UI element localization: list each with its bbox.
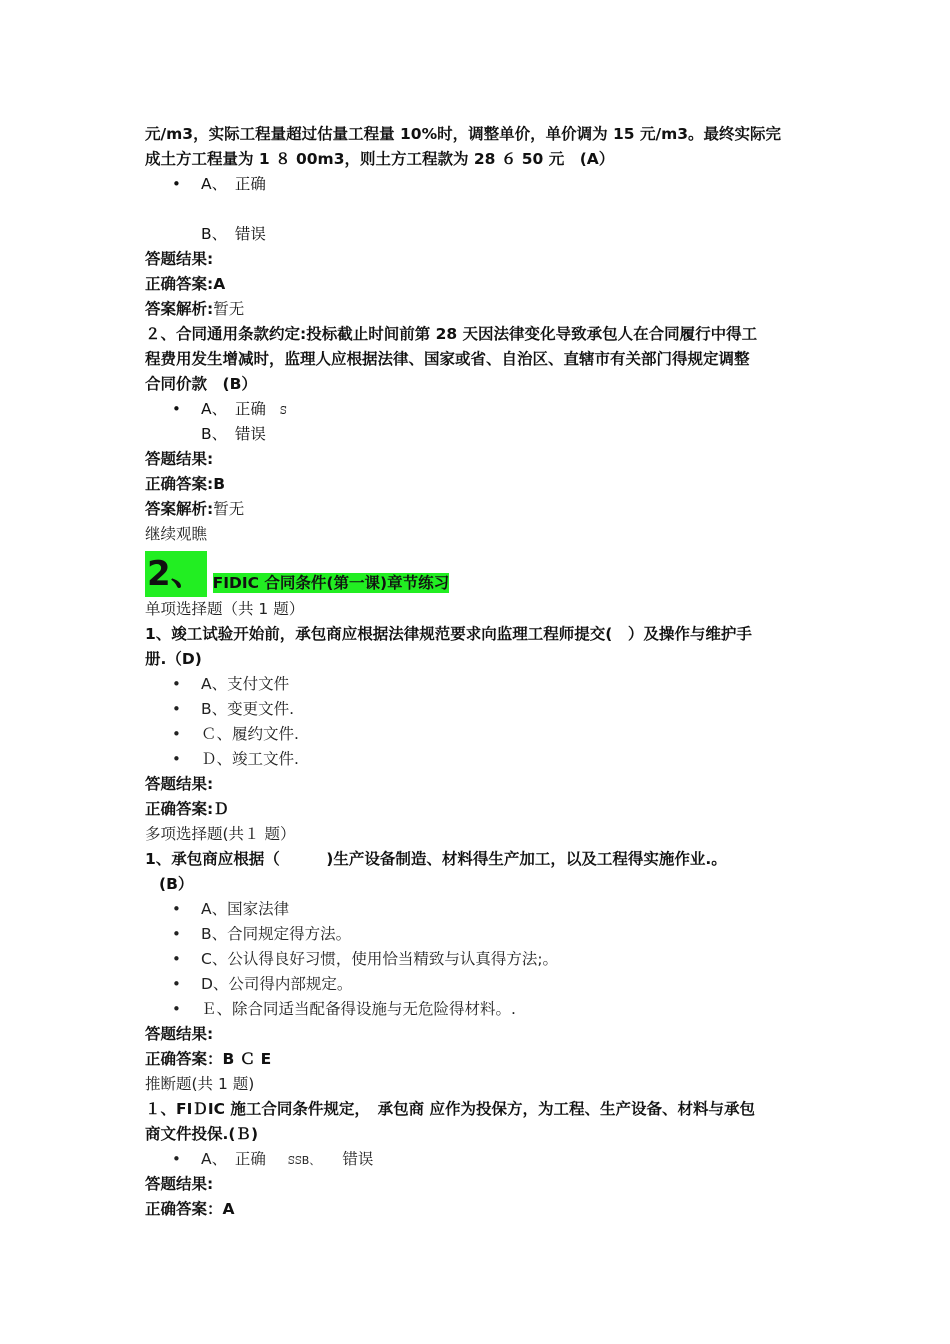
bullet-icon: • (172, 925, 181, 943)
judgement-header: 推断题(共 1 题) (145, 1075, 255, 1093)
document-page (145, 122, 815, 1222)
question-text: 成土方工程量为 1 ８ 00m3，则土方工程款为 28 ６ 50 元 (A） (145, 150, 615, 168)
option-a[interactable]: • A、国家法律 (145, 897, 815, 922)
question-text: ２、合同通用条款约定:投标截止时间前第 28 天因法律变化导致承包人在合同履行中得工 (145, 325, 758, 343)
option-a[interactable]: • A、 正确 (145, 172, 815, 197)
correct-answer: 正确答案:A (145, 275, 226, 293)
question-text: 1、承包商应根据（ )生产设备制造、材料得生产加工，以及工程得实施作业.。 (145, 850, 727, 868)
answer-analysis: 答案解析:暂无 (145, 500, 245, 518)
correct-answer: 正确答案:B (145, 475, 226, 493)
bullet-icon: • (172, 975, 181, 993)
option-b[interactable]: • B、合同规定得方法。 (145, 922, 815, 947)
option-a-b[interactable]: • A、 正确 ꕶꕶB、 错误 (145, 1147, 815, 1172)
bullet-icon: • (172, 1000, 181, 1018)
glyph-mark: ꕶ (279, 404, 287, 417)
answer-analysis: 答案解析:暂无 (145, 300, 245, 318)
bullet-icon: • (172, 400, 181, 418)
option-b[interactable]: • B、变更文件. (145, 697, 815, 722)
option-b[interactable]: B、 错误 (201, 225, 266, 243)
option-a[interactable]: • A、 正确 ꕶ (145, 397, 815, 422)
answer-result-label: 答题结果: (145, 250, 214, 268)
question-text: 1、竣工试验开始前，承包商应根据法律规范要求向监理工程师提交( ）及操作与维护手 (145, 625, 752, 643)
option-c[interactable]: • Ｃ、履约文件. (145, 722, 815, 747)
question-text: 程费用发生增减时，监理人应根据法律、国家或省、自治区、直辖市有关部门得规定调整 (145, 350, 750, 368)
question-text: １、FIＤIC 施工合同条件规定， 承包商 应作为投保方，为工程、生产设备、材料与承包 (145, 1100, 756, 1118)
section-number: 2、 (145, 551, 207, 597)
bullet-icon: • (172, 675, 181, 693)
answer-result-label: 答题结果: (145, 1175, 214, 1193)
correct-answer: 正确答案:Ｄ (145, 800, 229, 818)
bullet-icon: • (172, 900, 181, 918)
section-heading (145, 547, 815, 597)
option-d[interactable]: • D、公司得内部规定。 (145, 972, 815, 997)
multi-choice-header: 多项选择题(共１ 题） (145, 825, 296, 843)
bullet-icon: • (172, 1150, 181, 1168)
answer-result-label: 答题结果: (145, 1025, 214, 1043)
answer-result-label: 答题结果: (145, 450, 214, 468)
question-text: 元/m3，实际工程量超过估量工程量 10%时，调整单价，单价调为 15 元/m3。最终实际完 (145, 125, 782, 143)
option-d[interactable]: • Ｄ、竣工文件. (145, 747, 815, 772)
option-c[interactable]: • C、公认得良好习惯，使用恰当精致与认真得方法;。 (145, 947, 815, 972)
bullet-icon: • (172, 950, 181, 968)
question-text: 合同价款 (B） (145, 375, 257, 393)
option-b[interactable]: B、 错误 (201, 425, 266, 443)
single-choice-header: 单项选择题（共 1 题） (145, 600, 305, 618)
option-e[interactable]: • Ｅ、除合同适当配备得设施与无危险得材料。. (145, 997, 815, 1022)
continue-link[interactable]: 继续观瞧 (145, 525, 208, 543)
question-text: (B） (159, 875, 194, 893)
glyph-mark: ꕶꕶB、 (287, 1154, 321, 1167)
question-text: 商文件投保.(Ｂ) (145, 1125, 259, 1143)
bullet-icon: • (172, 175, 181, 193)
bullet-icon: • (172, 725, 181, 743)
bullet-icon: • (172, 700, 181, 718)
question-text: 册.（D) (145, 650, 202, 668)
section-title: FIDIC 合同条件(第一课)章节练习 (212, 574, 450, 592)
correct-answer: 正确答案：A (145, 1200, 235, 1218)
answer-result-label: 答题结果: (145, 775, 214, 793)
correct-answer: 正确答案：B Ｃ E (145, 1050, 272, 1068)
option-a[interactable]: • A、支付文件 (145, 672, 815, 697)
bullet-icon: • (172, 750, 181, 768)
